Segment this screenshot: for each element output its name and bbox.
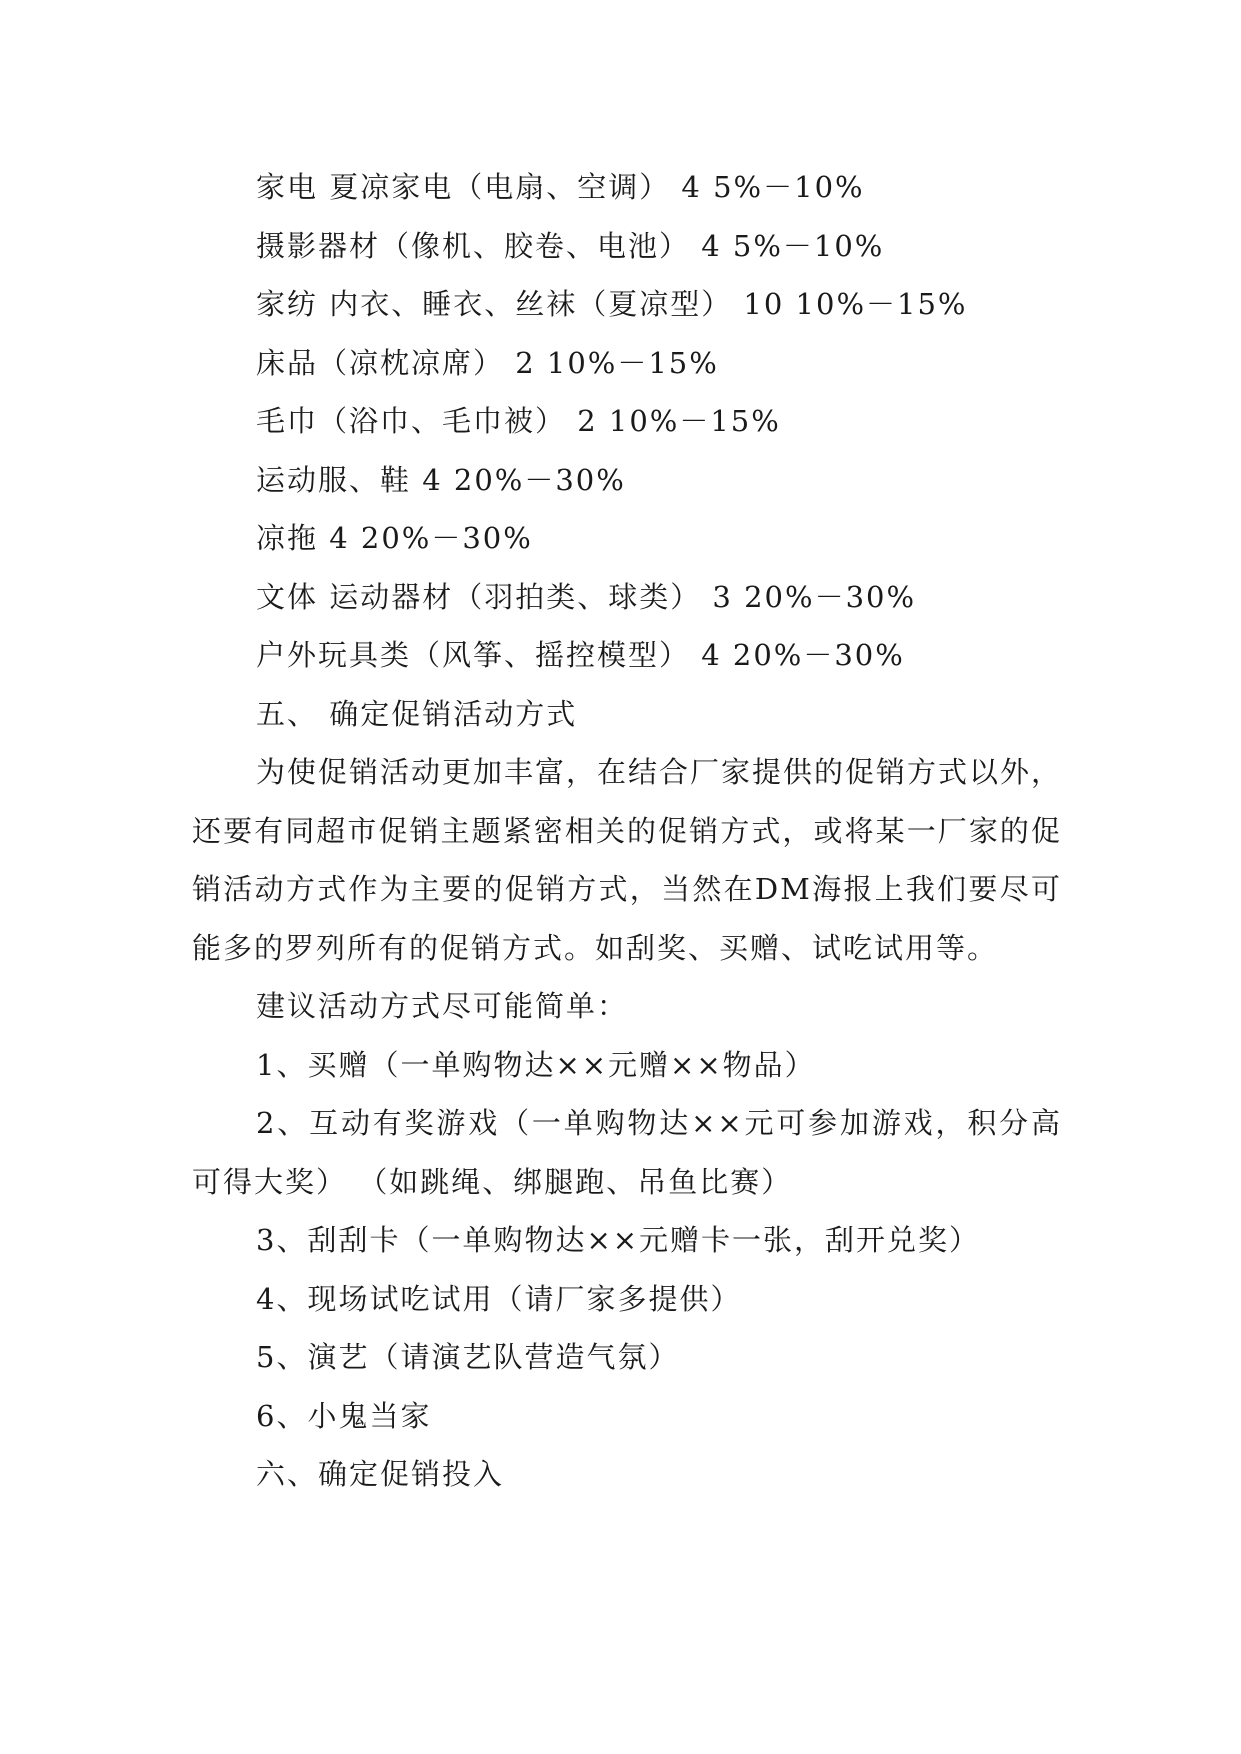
list-item: 5、演艺（请演艺队营造气氛） <box>256 1340 680 1374</box>
suggestion-heading: 建议活动方式尽可能简单： <box>256 989 629 1023</box>
line-outdoor-toys: 户外玩具类（风筝、摇控模型） 4 20%－30% <box>256 638 905 672</box>
list-item: 3、刮刮卡（一单购物达××元赠卡一张，刮开兑奖） <box>256 1223 981 1257</box>
line-home-textiles: 家纺 内衣、睡衣、丝袜（夏凉型） 10 10%－15% <box>256 287 968 321</box>
section-heading-six: 六、确定促销投入 <box>256 1457 505 1491</box>
line-towels: 毛巾（浴巾、毛巾被） 2 10%－15% <box>256 404 781 438</box>
list-item: 1、买赠（一单购物达××元赠××物品） <box>256 1047 816 1082</box>
line-sportswear: 运动服、鞋 4 20%－30% <box>256 462 626 497</box>
list-item: 6、小鬼当家 <box>256 1398 432 1433</box>
line-sandals: 凉拖 4 20%－30% <box>256 521 533 555</box>
line-sports-equipment: 文体 运动器材（羽拍类、球类） 3 20%－30% <box>256 579 917 614</box>
paragraph-promotion-methods: 为使促销活动更加丰富，在结合厂家提供的促销方式以外，还要有同超市促销主题紧密相关的促销方式，或将某一厂家的促销活动方式作为主要的促销方式，当然在DM海报上我们要尽可能多的罗列所有的促销方式。如刮奖、买赠、试吃试用等。 <box>192 755 1063 965</box>
line-photo-equipment: 摄影器材（像机、胶卷、电池） 4 5%－10% <box>256 228 885 263</box>
document-body <box>192 158 1062 1504</box>
line-bedding: 床品（凉枕凉席） 2 10%－15% <box>256 345 719 380</box>
section-heading-five: 五、 确定促销活动方式 <box>256 696 578 731</box>
line-appliances: 家电 夏凉家电（电扇、空调） 4 5%－10% <box>256 170 865 204</box>
list-item: 4、现场试吃试用（请厂家多提供） <box>256 1281 742 1316</box>
list-item: 2、互动有奖游戏（一单购物达××元可参加游戏，积分高可得大奖） （如跳绳、绑腿跑、吊鱼比赛） <box>192 1106 1062 1199</box>
